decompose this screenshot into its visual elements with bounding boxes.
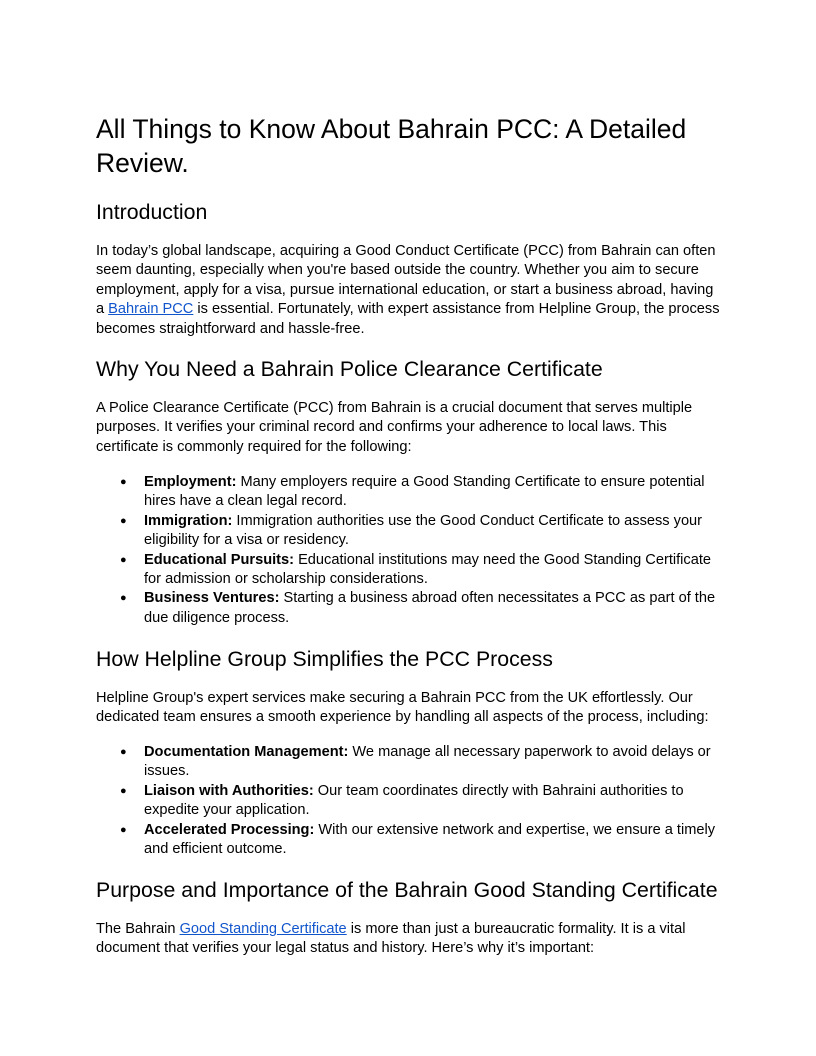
bullet-icon: ● — [120, 592, 127, 605]
list-item-label: Educational Pursuits: — [144, 551, 295, 568]
list-item — [96, 473, 720, 512]
list-item — [96, 743, 720, 782]
intro-heading: Introduction — [96, 200, 208, 224]
list-item-label: Employment: — [144, 474, 237, 490]
purpose-paragraph — [96, 920, 720, 959]
list-item-label: Liaison with Authorities: — [144, 782, 314, 799]
list-item-text: Starting a business abroad often necessitates a PCC as part of the due diligence process. — [144, 590, 716, 626]
how-list — [96, 743, 720, 859]
list-item-text: With our extensive network and expertise, we ensure a timely and efficient outcome. — [144, 821, 716, 858]
list-item-label: Business Ventures: — [144, 590, 280, 607]
purpose-text-before-link: The Bahrain — [96, 921, 180, 937]
bullet-icon: ● — [120, 823, 127, 836]
purpose-text-after-link: is more than just a bureaucratic formality. It is a vital document that verifies your legal status and history. Here’s why it’s important: — [96, 921, 686, 957]
list-item-label: Documentation Management: — [144, 744, 349, 760]
list-item-text: We manage all necessary paperwork to avoid delays or issues. — [144, 744, 711, 780]
bullet-icon: ● — [120, 784, 127, 797]
purpose-heading: Purpose and Importance of the Bahrain Good Standing Certificate — [96, 878, 718, 902]
intro-text-after-link: is essential. Fortunately, with expert assistance from Helpline Group, the process becomes straightforward and hassle-free. — [96, 301, 720, 337]
list-item-label: Immigration: — [144, 512, 233, 529]
intro-paragraph — [96, 242, 720, 339]
bullet-icon: ● — [120, 476, 127, 488]
list-item-text: Many employers require a Good Standing Certificate to ensure potential hires have a clean legal record. — [144, 474, 705, 510]
list-item — [96, 512, 720, 551]
intro-text-before-link: In today’s global landscape, acquiring a Good Conduct Certificate (PCC) from Bahrain can often seem daunting, especially when you're based outside the country. Whether you aim to secure employment, apply for a visa, pursue international education, or start a business abroad, having a — [96, 243, 716, 318]
bullet-icon: ● — [120, 746, 127, 758]
document-title: All Things to Know About Bahrain PCC: A Detailed Review. — [96, 114, 687, 178]
list-item — [96, 551, 720, 590]
list-item — [96, 782, 720, 821]
list-item-text: Immigration authorities use the Good Conduct Certificate to assess your eligibility for a visa or residency. — [144, 512, 703, 549]
bullet-icon: ● — [120, 553, 127, 566]
list-item-label: Accelerated Processing: — [144, 821, 315, 838]
list-item-text: Our team coordinates directly with Bahraini authorities to expedite your application. — [144, 782, 684, 819]
why-paragraph: A Police Clearance Certificate (PCC) from Bahrain is a crucial document that serves multiple purposes. It verifies your criminal record and confirms your adherence to local laws. This certificate is commonly required for the following: — [96, 400, 693, 455]
bahrain-pcc-link[interactable]: Bahrain PCC — [108, 301, 194, 318]
bullet-icon: ● — [120, 514, 127, 527]
why-list — [96, 473, 720, 628]
good-standing-certificate-link[interactable]: Good Standing Certificate — [179, 921, 347, 937]
how-heading: How Helpline Group Simplifies the PCC Process — [96, 647, 553, 671]
list-item — [96, 589, 720, 628]
list-item — [96, 821, 720, 860]
list-item-text: Educational institutions may need the Good Standing Certificate for admission or scholarship considerations. — [144, 551, 711, 588]
how-paragraph: Helpline Group's expert services make securing a Bahrain PCC from the UK effortlessly. Our dedicated team ensures a smooth experience by handling all aspects of the process, including: — [96, 690, 709, 726]
why-heading: Why You Need a Bahrain Police Clearance Certificate — [96, 357, 603, 381]
